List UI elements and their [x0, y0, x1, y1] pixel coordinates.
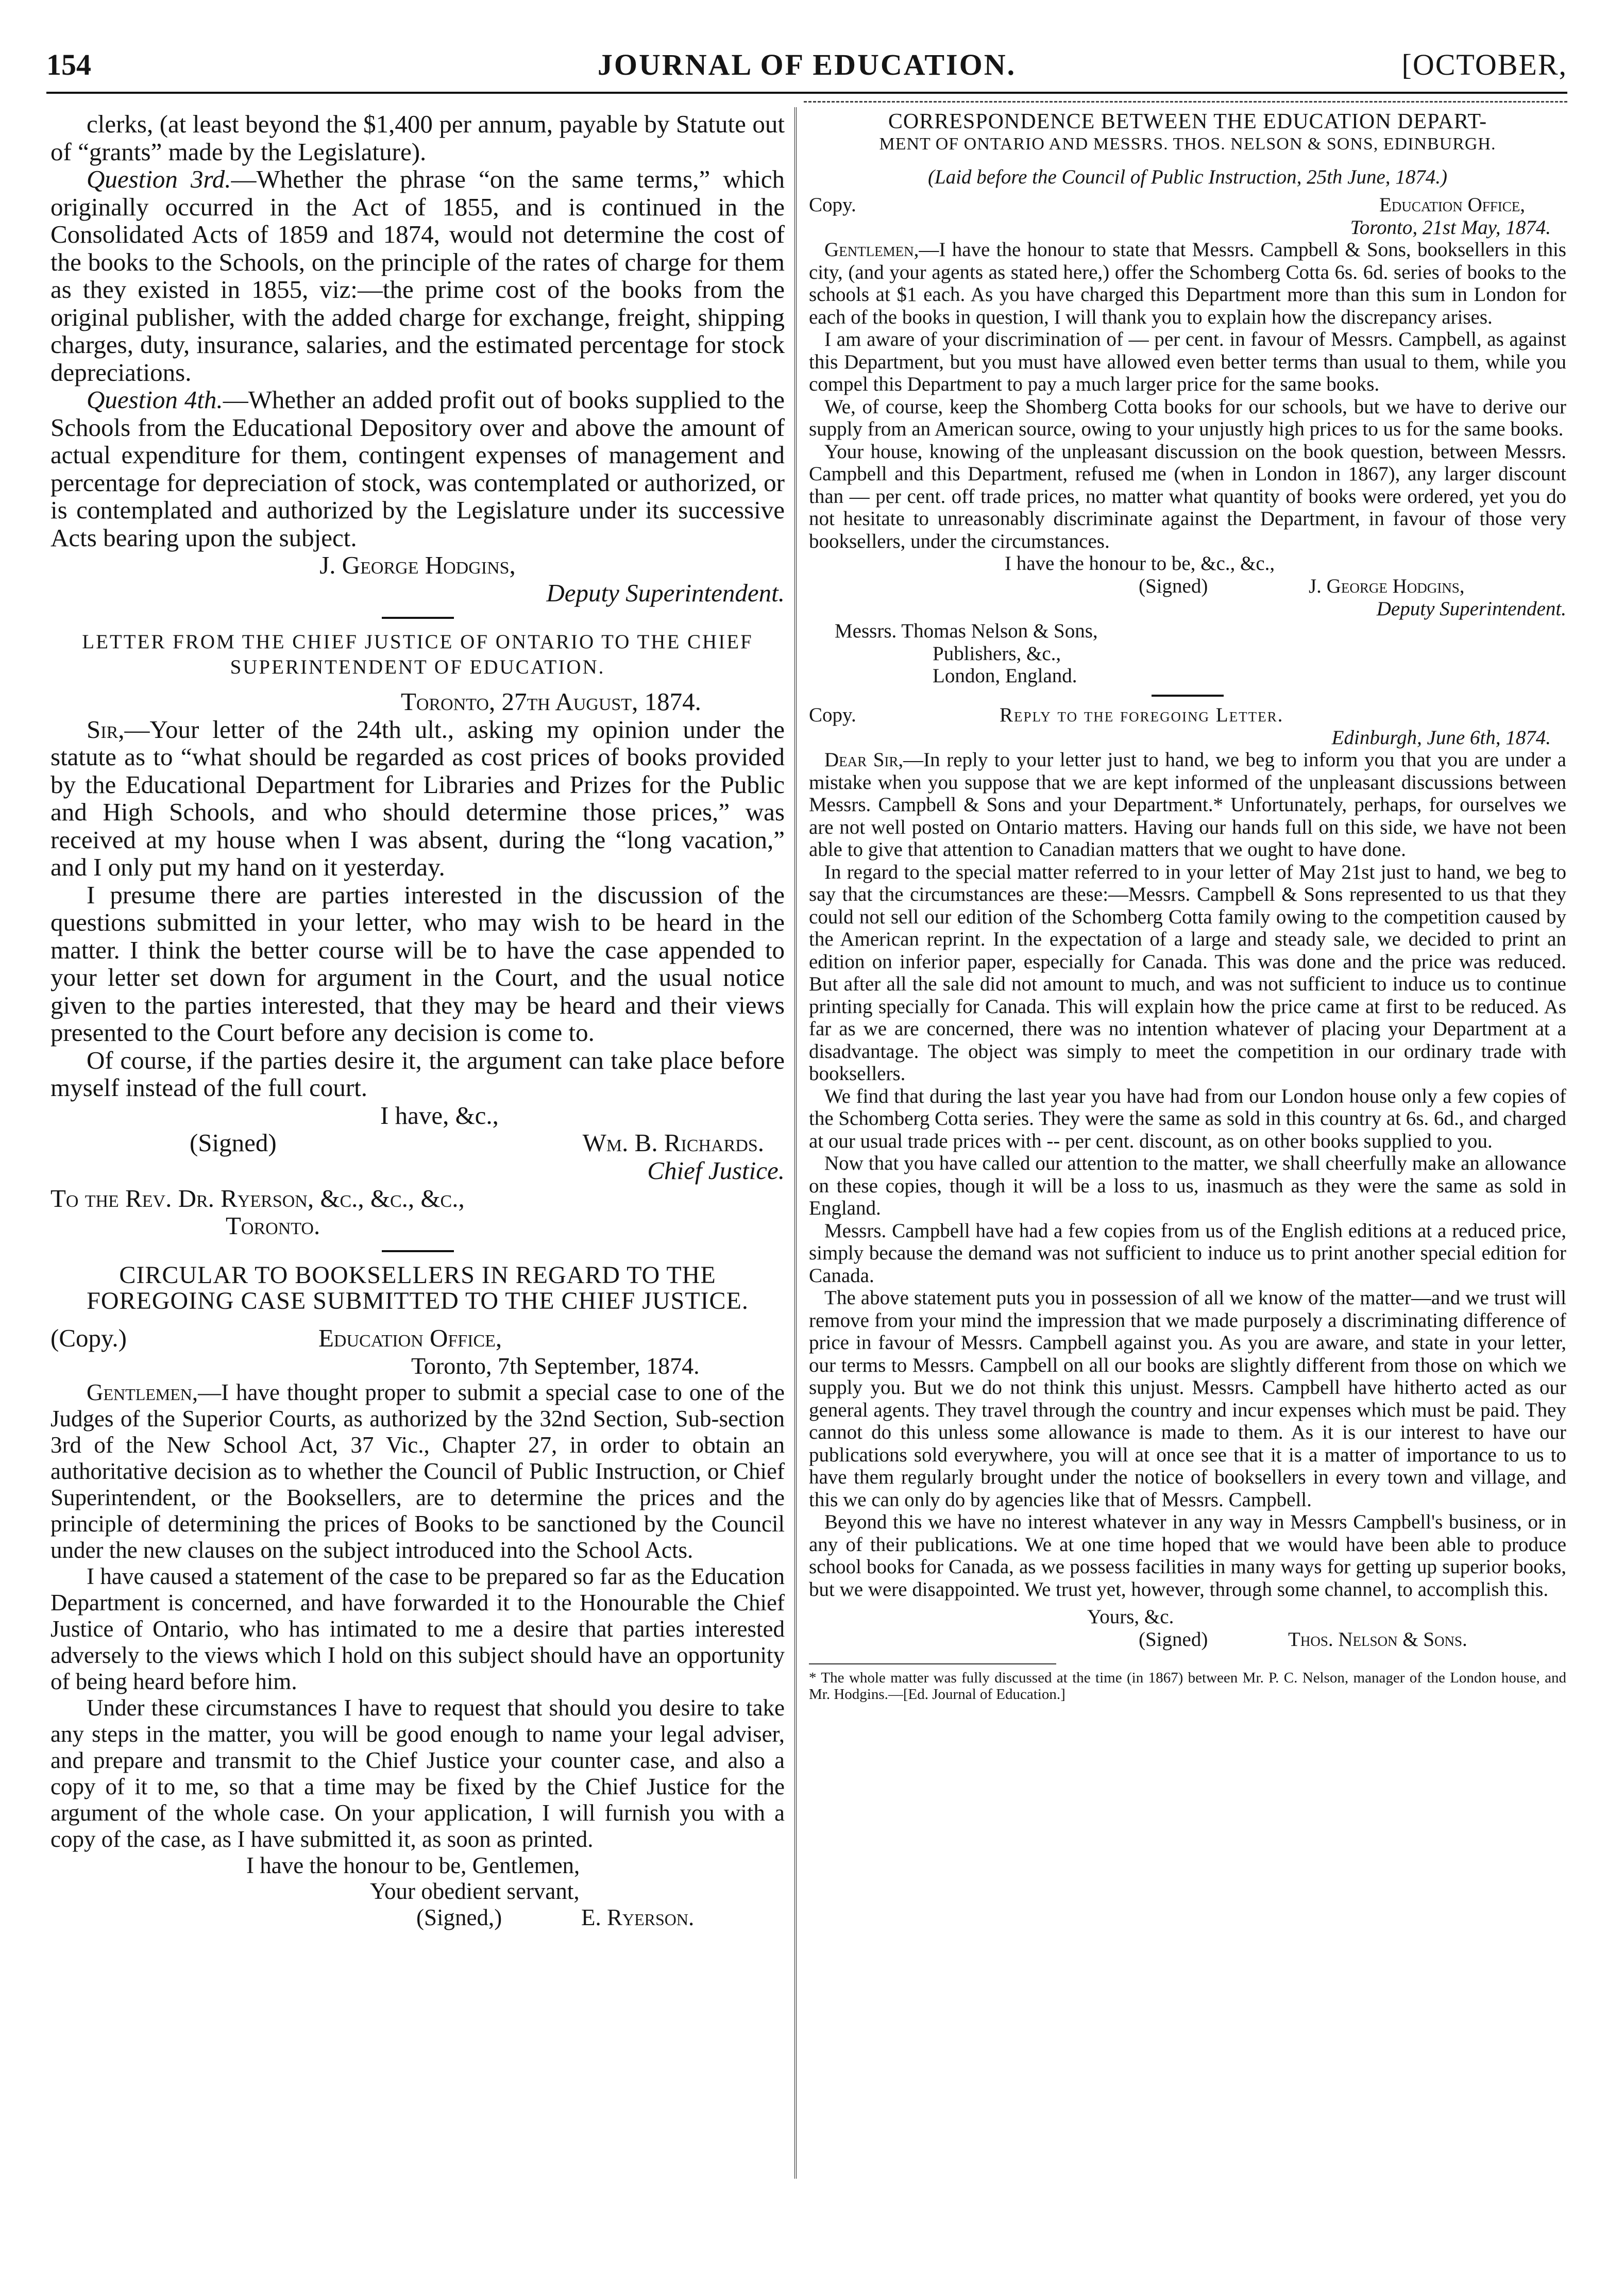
copy1-row [809, 194, 1566, 216]
letter2-paragraph-3: We find that during the last year you have had from our London house only a few copies of the Schomberg Cotta series. They were the same as sold in this country at 6s. 6d., and charged at our usual trade prices with -- per cent. discount, as on other books supplied to you. [809, 1085, 1566, 1152]
letter2-signature-row [809, 1628, 1566, 1651]
letter1-paragraph-3: We, of course, keep the Shomberg Cotta books for our schools, but we have to derive our supply from an American source, owing to your unjustly high prices to us for the same books. [809, 395, 1566, 440]
reply-heading: Reply to the foregoing Letter. [1000, 703, 1284, 726]
letter2-p1-text: —In reply to your letter just to hand, we beg to inform you that you are under a mistake when you suppose that we are kept informed of the unpleasant discussions between Messrs. Campbell & Sons and your Department.* Unfortunately, perhaps, for ourselves we are not well posted on Ontario matters. Having our hands full on this side, we have not been able to give that attention to Canadian matters that we ought to have done. [809, 749, 1566, 861]
issue-month: [OCTOBER, [1401, 48, 1567, 81]
continued-paragraph: clerks, (at least beyond the $1,400 per annum, payable by Statute out of “grants” made by the Legislature). [50, 110, 785, 166]
letter2-salutation: Dear Sir, [824, 749, 904, 771]
letter-p1-text: —Your letter of the 24th ult., asking my opinion under the statute as to “what should be regarded as cost prices of books provided by the Educational Department for Libraries and Prizes for the Public and High Schools, and who should determine those prices,” was received at my house when I was absent, during the “long vacation,” and I only put my hand on it yesterday. [50, 715, 785, 881]
letter1-signer: J. George Hodgins, [1309, 575, 1465, 597]
signature-hodgins [50, 551, 785, 579]
right-column [809, 110, 1566, 2228]
letter-signature-row [50, 1129, 785, 1157]
date1: Toronto, 21st May, 1874. [1350, 216, 1551, 239]
letter-signer: Wm. B. Richards. [582, 1129, 764, 1157]
letter2-paragraph-5: Messrs. Campbell have had a few copies from us of the English editions at a reduced price, simply because the demand was not sufficient to induce us to print another special edition for Canada. [809, 1219, 1566, 1287]
letter1-signed: (Signed) [1139, 575, 1208, 597]
letter-addressee-line1: To the Rev. Dr. Ryerson, &c., &c., &c., [50, 1184, 465, 1213]
letter-dateline: Toronto, 27th August, 1874. [401, 687, 701, 716]
letter1-addressee-1: Messrs. Thomas Nelson & Sons, [835, 620, 1098, 642]
letter1-addressee-3: London, England. [933, 665, 1077, 687]
letter1-salutation: Gentlemen, [824, 239, 919, 261]
letter1-close: I have the honour to be, &c., &c., [1005, 552, 1275, 575]
office1: Education Office, [1379, 193, 1525, 216]
circular-signature-row [50, 1904, 785, 1930]
copy2-row [809, 704, 1566, 727]
circular-signed: (Signed,) [416, 1905, 502, 1930]
header-dashed-rule [804, 101, 1567, 103]
circular-paragraph-2: I have caused a statement of the case to be prepared so far as the Education Department is concerned, and have forwarded it to the Honourable the Chief Justice of Ontario, who has intimated to me a desire that parties interested adversely to the views which I hold on this subject should have an opportunity of being heard before him. [50, 1563, 785, 1694]
circular-signer: E. Ryerson. [581, 1905, 695, 1930]
letter1-paragraph-2: I am aware of your discrimination of — per cent. in favour of Messrs. Campbell, as against this Department, but you must have allowed even better terms than usual to them, while you compel this Department to pay a much larger price for the same books. [809, 328, 1566, 395]
question-4th [50, 386, 785, 551]
letter1-signer-title: Deputy Superintendent. [1376, 597, 1566, 620]
circular-paragraph-3: Under these circumstances I have to request that should you desire to take any steps in the matter, you will be good enough to name your legal adviser, and prepare and transmit to the Chief Justice your counter case, and also a copy of it to me, so that a time may be fixed by the Chief Justice for the argument of the whole case. On your application, I will furnish you with a copy of the case, as I have submitted it, as soon as printed. [50, 1695, 785, 1852]
section-rule-2 [382, 1250, 454, 1252]
letter1-paragraph-4: Your house, knowing of the unpleasant discussion on the book question, between Messrs. Campbell and this Department, refused me (when in London in 1867), any larger discount than — per cent. off trade prices, no matter what quantity of books were ordered, yet you do not hesitate to unreasonably discriminate against the Department, in favour of those very booksellers, under the circumstances. [809, 440, 1566, 552]
circular-paragraph-1 [50, 1379, 785, 1563]
correspondence-heading-line2: MENT OF ONTARIO AND MESSRS. THOS. NELSON & SONS, EDINBURGH. [879, 134, 1496, 154]
page-number: 154 [46, 48, 91, 81]
date2: Edinburgh, June 6th, 1874. [1331, 726, 1551, 749]
letter-signer-title: Chief Justice. [647, 1156, 785, 1185]
question-4th-label: Question 4th. [87, 385, 223, 414]
circular-copy-row [50, 1324, 785, 1352]
letter-close: I have, &c., [380, 1101, 499, 1130]
copy2-label: Copy. [809, 703, 856, 726]
circular-p1-text: —I have thought proper to submit a special case to one of the Judges of the Superior Courts, as authorized by the 32nd Section, Sub-section 3rd of the New School Act, 37 Vic., Chapter 27, in order to obtain an authoritative decision as to whether the Council of Public Instruction, or Chief Superintendent, or the Booksellers, are to determine the prices and the principle of determining the prices of Books to be sanctioned by the Council under the new clauses on the subject introduced into the School Acts. [50, 1379, 785, 1563]
copy1-label: Copy. [809, 193, 856, 216]
letter2-close: Yours, &c. [1087, 1606, 1174, 1628]
section-rule [382, 617, 454, 619]
question-3rd [50, 165, 785, 386]
column-divider [794, 107, 797, 2179]
circular-close-1: I have the honour to be, Gentlemen, [246, 1853, 580, 1878]
letter2-paragraph-4: Now that you have called our attention to the matter, we shall cheerfully make an allowance on these copies, though it will be a loss to us, inasmuch as they were the same as sold in England. [809, 1152, 1566, 1219]
circular-copy: (Copy.) [50, 1323, 127, 1352]
footnote-rule [809, 1663, 1056, 1664]
letter1-p1-text: —I have the honour to state that Messrs. Campbell & Sons, booksellers in this city, (and your agents as stated here,) offer the Schomberg Cotta 6s. 6d. series of books to the schools at $1 each. As you have charged this Department more than this sum in London for each of the books in question, I will thank you to explain how the discrepancy arises. [809, 239, 1566, 328]
question-3rd-text: —Whether the phrase “on the same terms,” which originally occurred in the Act of 1855, and is continued in the Consolidated Acts of 1859 and 1874, would not determine the cost of the books to the Schools, on the principle of the rates of charge for them as they existed in 1855, viz:—the prime cost of the books from the original publisher, with the added charge for exchange, freight, shipping charges, duty, insurance, salaries, and the estimated percentage for stock depreciations. [50, 165, 785, 386]
running-head [46, 47, 1567, 94]
letter-signed: (Signed) [190, 1129, 277, 1157]
letter-addressee [50, 1185, 785, 1213]
letter1-signature-row [809, 575, 1566, 598]
letter2-paragraph-6: The above statement puts you in possession of all we know of the matter—and we trust will remove from your mind the impression that we made purposely a discriminating difference of price in favour of Messrs. Campbell against you. As you are aware, and state in your letter, our terms to Messrs. Campbell on all our books are slightly different from those on which we supply you. But we do not think this unjust. Messrs. Campbell have hitherto acted as our general agents. They travel through the country and incur expenses which must be paid. They cannot do this unless some allowance is made to them. As it is our interest to have our publications sold everywhere, you will at once see that it is a matter of importance to us to have them regularly brought under the notice of booksellers in every town and village, and this we can only do by agencies like that of Messrs. Campbell. [809, 1287, 1566, 1511]
letter1-paragraph-1 [809, 239, 1566, 328]
letter2-signer: Thos. Nelson & Sons. [1288, 1628, 1467, 1651]
letter-paragraph-3: Of course, if the parties desire it, the argument can take place before myself instead of the full court. [50, 1046, 785, 1102]
question-4th-text: —Whether an added profit out of books supplied to the Schools from the Educational Depository over and above the amount of actual expenditure for them, contingent expenses of management and percentage for depreciation of stock, was contemplated or authorized, or is contemplated and authorized by the Legislature under its successive Acts bearing upon the subject. [50, 385, 785, 552]
letter-addressee-city: Toronto. [226, 1211, 320, 1240]
circular-close-2: Your obedient servant, [370, 1878, 580, 1904]
letter-salutation: Sir, [87, 715, 125, 744]
letter2-paragraph-7: Beyond this we have no interest whatever in any way in Messrs Campbell's business, or in any of their publications. We at one time hoped that we would have been able to produce school books for Canada, as we possess facilities in many ways for getting up superior books, but we were disappointed. We trust yet, however, through some channel, to accomplish this. [809, 1511, 1566, 1601]
circular-heading: CIRCULAR TO BOOKSELLERS IN REGARD TO THE FOREGOING CASE SUBMITTED TO THE CHIEF JUSTICE. [87, 1261, 749, 1315]
header-rule [46, 92, 1567, 94]
letter2-paragraph-1 [809, 749, 1566, 861]
circular-office: Education Office, [318, 1323, 502, 1352]
letter2-paragraph-2: In regard to the special matter referred to in your letter of May 21st just to hand, we beg to say that the circumstances are these:—Messrs. Campbell & Sons represented to us that they could not sell our edition of the Schomberg Cotta family owing to the competition caused by the American reprint. In the expectation of a large and steady sale, we decided to print an edition on inferior paper, especially for Canada. This was done and the price was reduced. But after all the sale did not amount to much, and was not sufficient to induce us to continue printing specially for Canada. This will explain how the price came at first to be reduced. As far as we are concerned, there was no intention whatever of placing your Department at a disadvantage. The object was simply to meet the competition in our ordinary trade with booksellers. [809, 861, 1566, 1085]
footnote: * The whole matter was fully discussed at the time (in 1867) between Mr. P. C. Nelson, manager of the London house, and Mr. Hodgins.—[Ed. Journal of Education.] [809, 1669, 1566, 1703]
correspondence-heading [809, 110, 1566, 156]
question-3rd-label: Question 3rd. [87, 165, 231, 193]
circular-salutation: Gentlemen, [87, 1379, 198, 1405]
letter-heading: LETTER FROM THE CHIEF JUSTICE OF ONTARIO TO THE CHIEF SUPERINTENDENT OF EDUCATION. [82, 631, 753, 678]
journal-title: JOURNAL OF EDUCATION. [597, 48, 1017, 81]
letter1-addressee-2: Publishers, &c., [933, 642, 1061, 665]
circular-date: Toronto, 7th September, 1874. [411, 1352, 700, 1379]
letter2-signed: (Signed) [1139, 1628, 1208, 1651]
correspondence-heading-line1: CORRESPONDENCE BETWEEN THE EDUCATION DEPART- [888, 110, 1487, 133]
right-section-rule [1152, 695, 1224, 697]
letter-paragraph-2: I presume there are parties interested in the discussion of the questions submitted in your letter, who may wish to be heard in the matter. I think the better course will be to have the case appended to your letter set down for argument in the Court, and the usual notice given to the parties interested, that they may be heard and their views presented to the Court before any decision is come to. [50, 880, 785, 1047]
signature-name: J. George Hodgins, [319, 551, 516, 579]
signature-title: Deputy Superintendent. [546, 578, 785, 607]
left-column [50, 110, 785, 2228]
letter-paragraph-1 [50, 716, 785, 881]
laid-before-note: (Laid before the Council of Public Instruction, 25th June, 1874.) [927, 166, 1448, 188]
